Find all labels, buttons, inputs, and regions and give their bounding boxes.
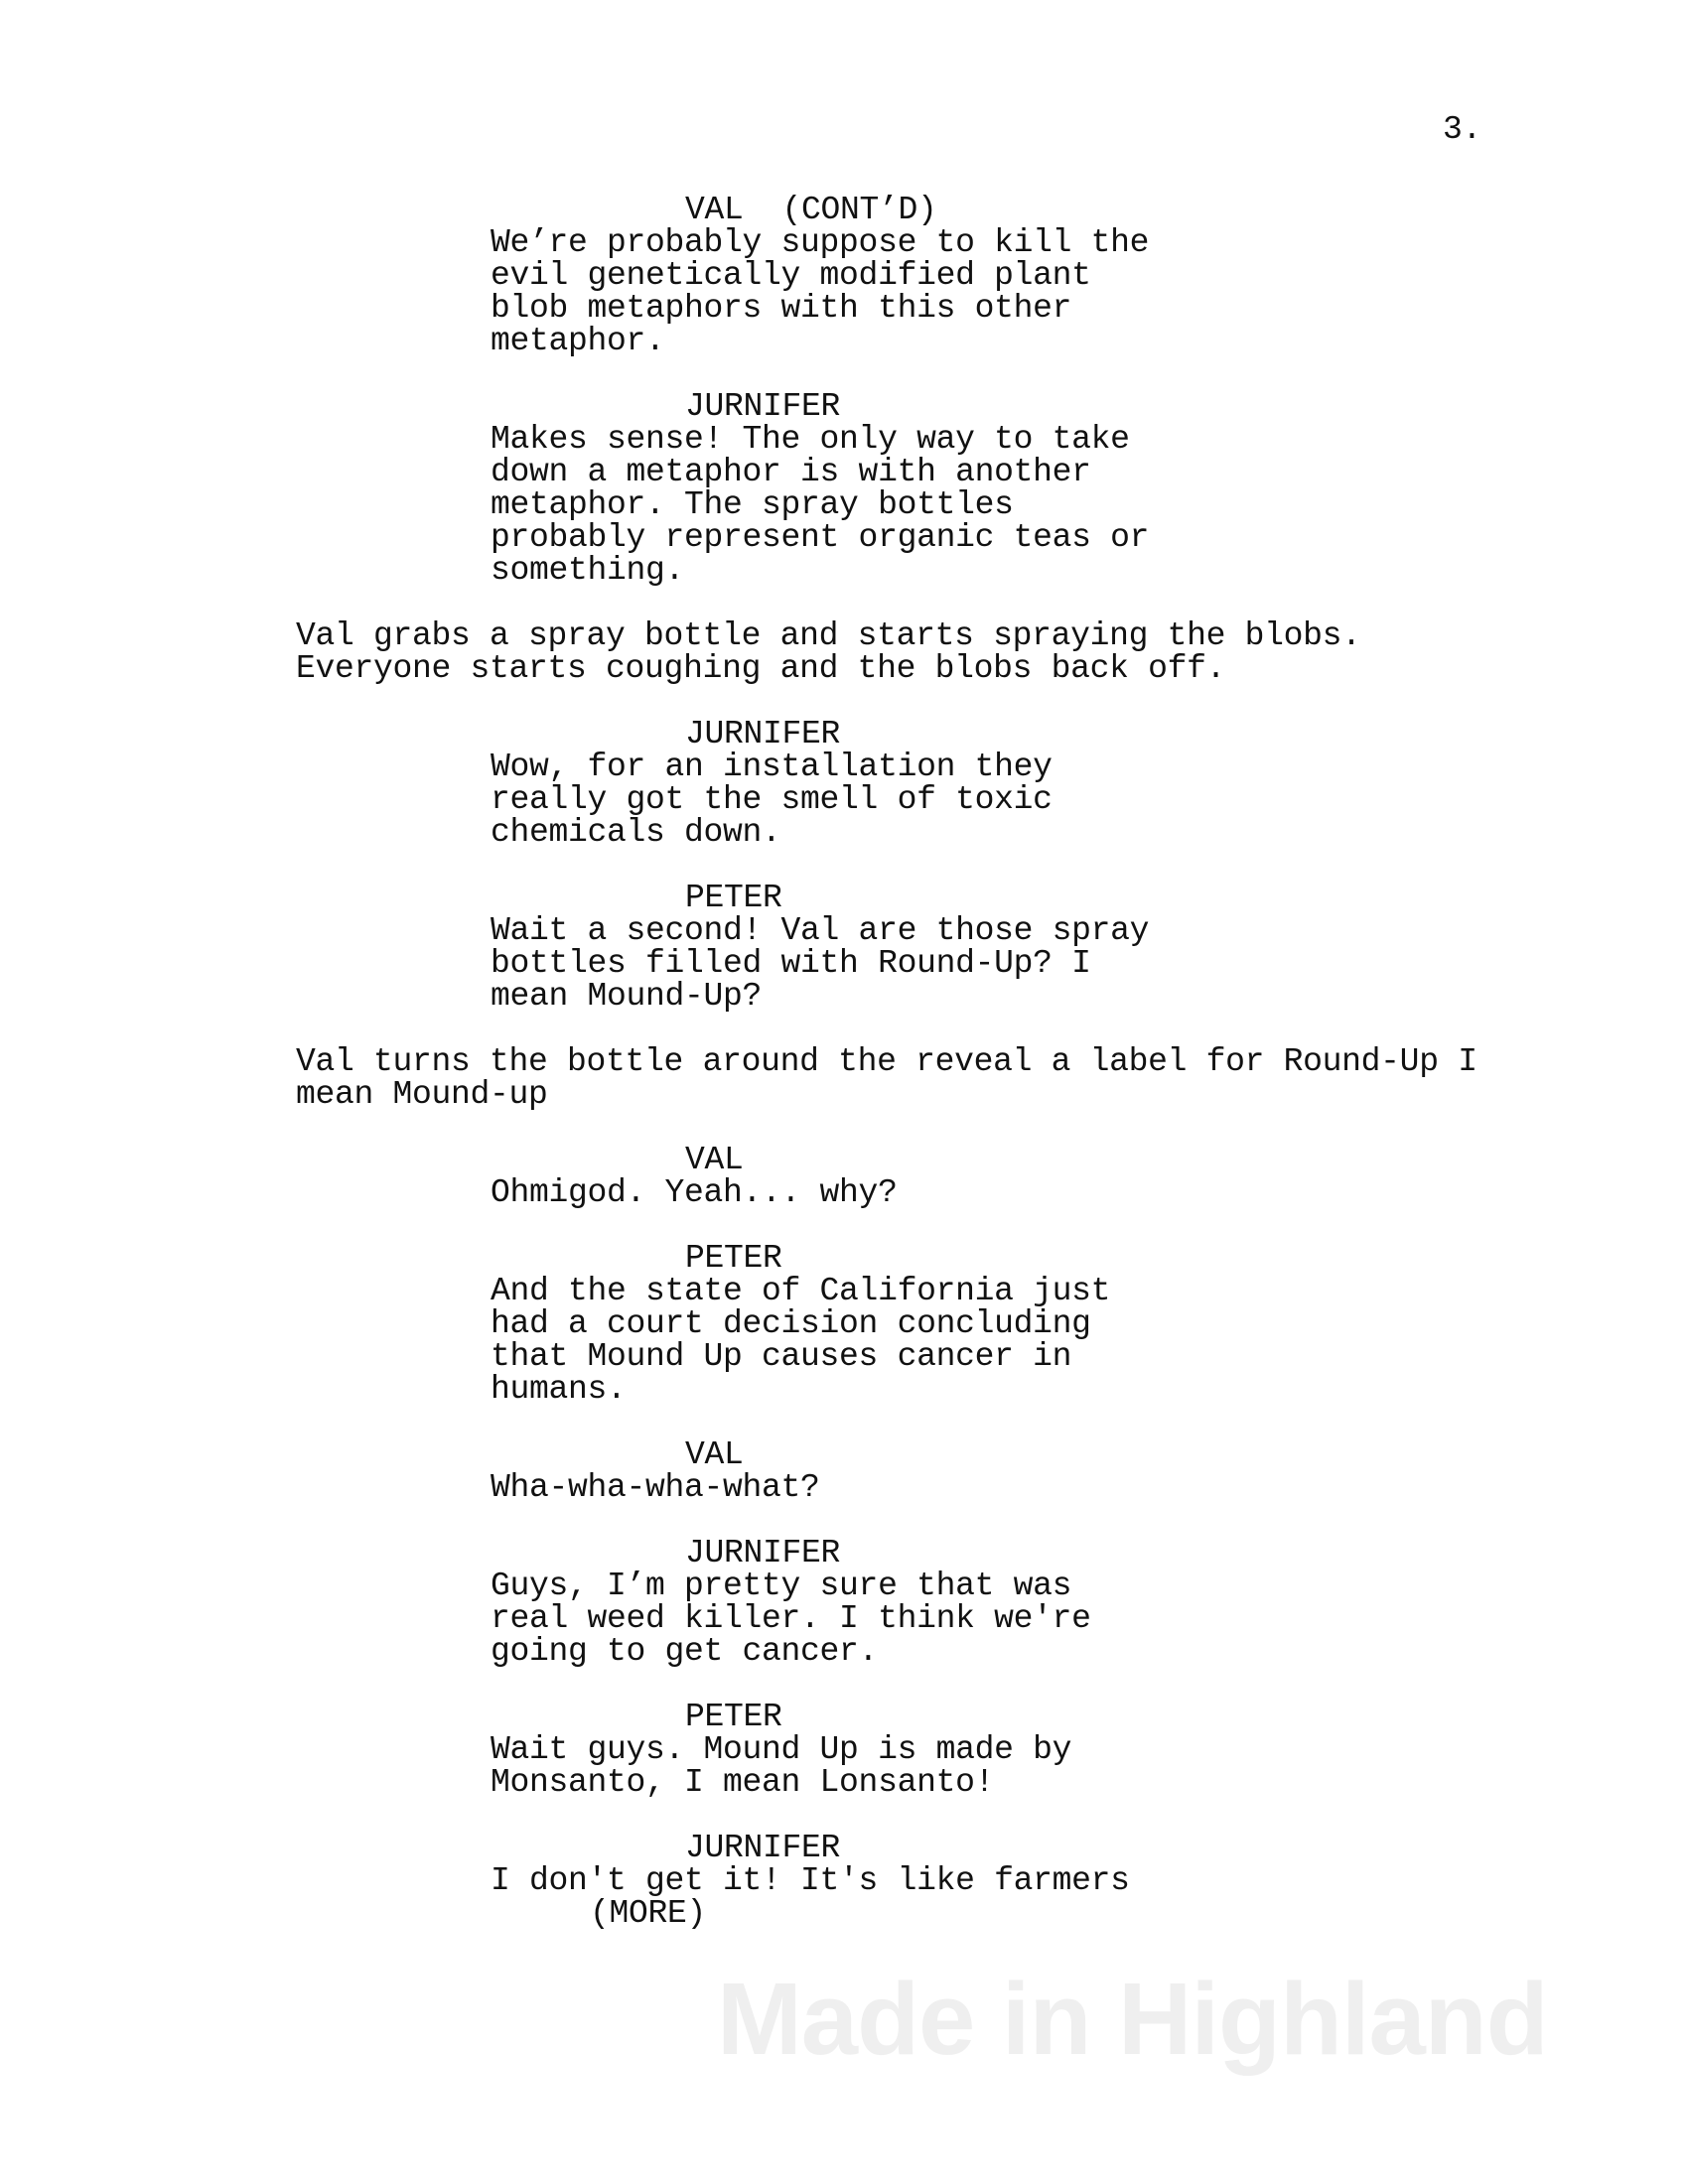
dialogue-line: We’re probably suppose to kill the bbox=[491, 224, 1150, 261]
dialogue-line: evil genetically modified plant bbox=[491, 257, 1091, 294]
character-name: PETER bbox=[685, 1240, 782, 1277]
dialogue-line: probably represent organic teas or bbox=[491, 519, 1150, 556]
dialogue-line: something. bbox=[491, 552, 685, 589]
dialogue-line: Wait a second! Val are those spray bbox=[491, 912, 1150, 949]
action-line: mean Mound-up bbox=[296, 1076, 548, 1113]
character-name: PETER bbox=[685, 1699, 782, 1735]
dialogue-line: real weed killer. I think we're bbox=[491, 1600, 1091, 1637]
character-name: VAL (CONT’D) bbox=[685, 192, 937, 228]
dialogue-line: bottles filled with Round-Up? I bbox=[491, 945, 1091, 982]
character-name: JURNIFER bbox=[685, 1830, 841, 1866]
dialogue-line: mean Mound-Up? bbox=[491, 978, 763, 1015]
action-line: Val grabs a spray bottle and starts spraying the blobs. bbox=[296, 617, 1361, 654]
dialogue-line: humans. bbox=[491, 1371, 627, 1408]
dialogue-line: had a court decision concluding bbox=[491, 1305, 1091, 1342]
dialogue-line: Guys, I’m pretty sure that was bbox=[491, 1568, 1072, 1604]
dialogue-line: chemicals down. bbox=[491, 814, 781, 851]
dialogue-line: metaphor. bbox=[491, 323, 665, 359]
action-line: Everyone starts coughing and the blobs back off. bbox=[296, 650, 1226, 687]
dialogue-line: metaphor. The spray bottles bbox=[491, 486, 1014, 523]
character-name: PETER bbox=[685, 880, 782, 916]
page-number: 3. bbox=[1443, 111, 1482, 148]
dialogue-line: really got the smell of toxic bbox=[491, 781, 1053, 818]
character-name: VAL bbox=[685, 1142, 744, 1178]
character-name: JURNIFER bbox=[685, 716, 841, 752]
dialogue-line: Wow, for an installation they bbox=[491, 749, 1053, 785]
dialogue-line: that Mound Up causes cancer in bbox=[491, 1338, 1072, 1375]
more-parenthetical: (MORE) bbox=[590, 1895, 707, 1932]
dialogue-line: going to get cancer. bbox=[491, 1633, 879, 1670]
dialogue-line: blob metaphors with this other bbox=[491, 290, 1072, 327]
dialogue-line: Wha-wha-wha-what? bbox=[491, 1469, 820, 1506]
action-line: Val turns the bottle around the reveal a label for Round-Up I bbox=[296, 1043, 1477, 1080]
dialogue-line: Makes sense! The only way to take bbox=[491, 421, 1130, 458]
dialogue-line: Wait guys. Mound Up is made by bbox=[491, 1731, 1072, 1768]
dialogue-line: I don't get it! It's like farmers bbox=[491, 1862, 1130, 1899]
dialogue-line: Monsanto, I mean Lonsanto! bbox=[491, 1764, 995, 1801]
character-name: VAL bbox=[685, 1436, 744, 1473]
dialogue-line: down a metaphor is with another bbox=[491, 454, 1091, 490]
character-name: JURNIFER bbox=[685, 388, 841, 425]
watermark: Made in Highland bbox=[717, 1962, 1548, 2076]
character-name: JURNIFER bbox=[685, 1535, 841, 1571]
dialogue-line: Ohmigod. Yeah... why? bbox=[491, 1174, 898, 1211]
dialogue-line: And the state of California just bbox=[491, 1273, 1111, 1309]
